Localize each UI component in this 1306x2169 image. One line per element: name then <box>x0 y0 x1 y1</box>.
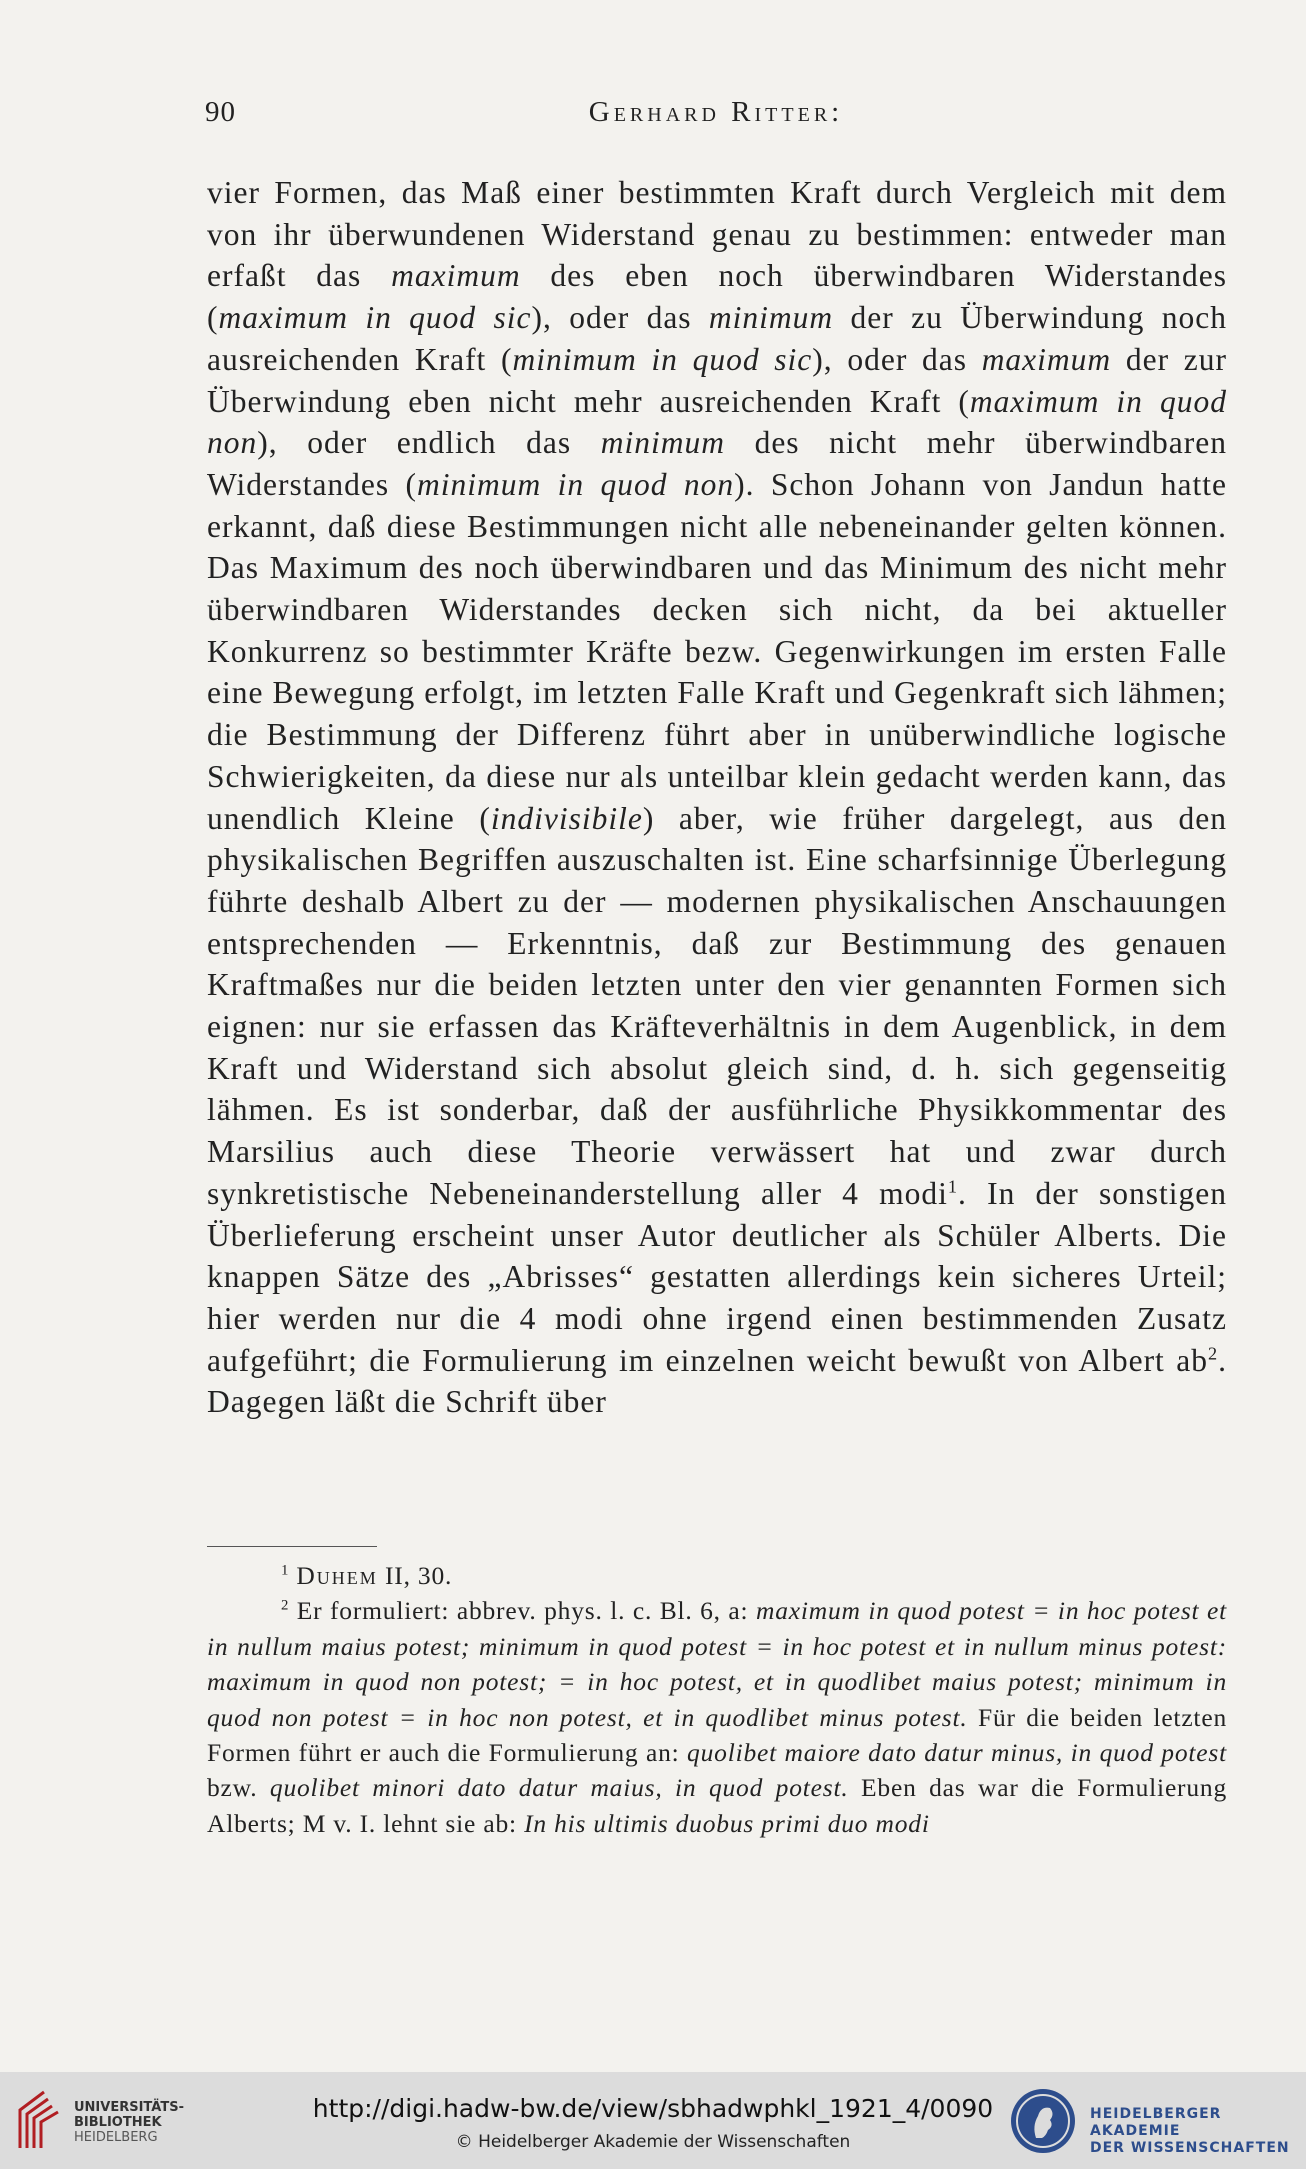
copyright-notice: © Heidelberger Akademie der Wissenschaften <box>455 2132 851 2152</box>
university-library-name: UNIVERSITÄTS- BIBLIOTHEK HEIDELBERG <box>74 2100 184 2145</box>
body-paragraph: vier Formen, das Maß einer bestimmten Kraft durch Vergleich mit dem von ihr überwundenen Widerstand genau zu bestimmen: entweder man erfaßt das maximum des eben noch überwindbaren Widerstandes (maximum in quod sic), oder das minimum der zu Überwindung noch ausreichenden Kraft (minimum in quod sic), oder das maximum der zur Überwindung eben nicht mehr ausreichenden Kraft (maximum in quod non), oder endlich das minimum des nicht mehr überwindbaren Widerstandes (minimum in quod non). Schon Johann von Jandun hatte erkannt, daß diese Bestimmungen nicht alle nebeneinander gelten können. Das Maximum des noch überwindbaren und das Minimum des nicht mehr überwindbaren Widerstandes decken sich nicht, da bei aktueller Konkurrenz so bestimmter Kräfte bezw. Gegenwirkungen im ersten Falle eine Bewegung erfolgt, im letzten Falle Kraft und Gegenkraft sich lähmen; die Bestimmung der Differenz führt aber in unüberwindliche logische Schwierigkeiten, da diese nur als unteilbar klein gedacht werden kann, das unendlich Kleine (indivisibile) aber, wie früher dargelegt, aus den physikalischen Begriffen auszuschalten ist. Eine scharfsinnige Überlegung führte deshalb Albert zu der — modernen physikalischen Anschauungen entsprechenden — Erkenntnis, daß zur Bestimmung des genauen Kraftmaßes nur die beiden letzten unter den vier genannten Formen sich eignen: nur sie erfassen das Kräfteverhältnis in dem Augenblick, in dem Kraft und Widerstand sich absolut gleich sind, d. h. sich gegenseitig lähmen. Es ist sonderbar, daß der ausführliche Physikkommentar des Marsilius auch diese Theorie verwässert hat und zwar durch synkretistische Nebeneinanderstellung aller 4 modi$^1$. In der sonstigen Überlieferung erscheint unser Autor deutlicher als Schüler Alberts. Die knappen Sätze des „Abrisses“ gestatten allerdings kein sicheres Urteil; hier werden nur die 4 modi ohne irgend einen bestimmenden Zusatz aufgeführt; die Formulierung im einzelnen weicht bewußt von Albert $ab^2$. Dagegen läßt die Schrift über <box>207 175 1228 1420</box>
footnote-ref-2: 2 <box>1207 1343 1219 1364</box>
source-url[interactable]: http://digi.hadw-bw.de/view/sbhadwphkl_1921_4/0090 <box>312 2094 994 2123</box>
footnote-2: $^2$ Er formuliert: abbrev. phys. l. c. Bl. 6, a: maximum in quod potest = in hoc potest et in nullum maius potest; minimum in quod potest = in hoc potest et in nullum minus potest: maximum in quod non potest; = in hoc potest, et in quodlibet maius potest; minimum in quod non potest = in hoc non potest, et in quodlibet minus potest. Für die beiden letzten Formen führt er auch die Formulierung an: quolibet maiore dato datur minus, in quod potest bzw. quolibet minori dato datur maius, in quod potest. Eben das war die Formulierung Alberts; M v. I. lehnt sie ab: In his ultimis duobus primi duo modi <box>207 1596 1228 1838</box>
running-title: Gerhard Ritter: <box>588 96 844 128</box>
footer-band <box>0 2072 1306 2169</box>
footnote-1: $^1$ Duhem II, 30. <box>281 1561 453 1590</box>
academy-name: HEIDELBERGER AKADEMIE DER WISSENSCHAFTEN <box>1090 2106 1290 2156</box>
page-header <box>205 96 1227 140</box>
footnote-separator <box>207 1546 377 1547</box>
footnotes <box>207 1558 1227 1841</box>
academy-seal-icon <box>1008 2086 1078 2156</box>
footnote-ref-1: 1 <box>947 1176 959 1197</box>
main-text <box>207 172 1227 1423</box>
page-number: 90 <box>205 96 236 128</box>
